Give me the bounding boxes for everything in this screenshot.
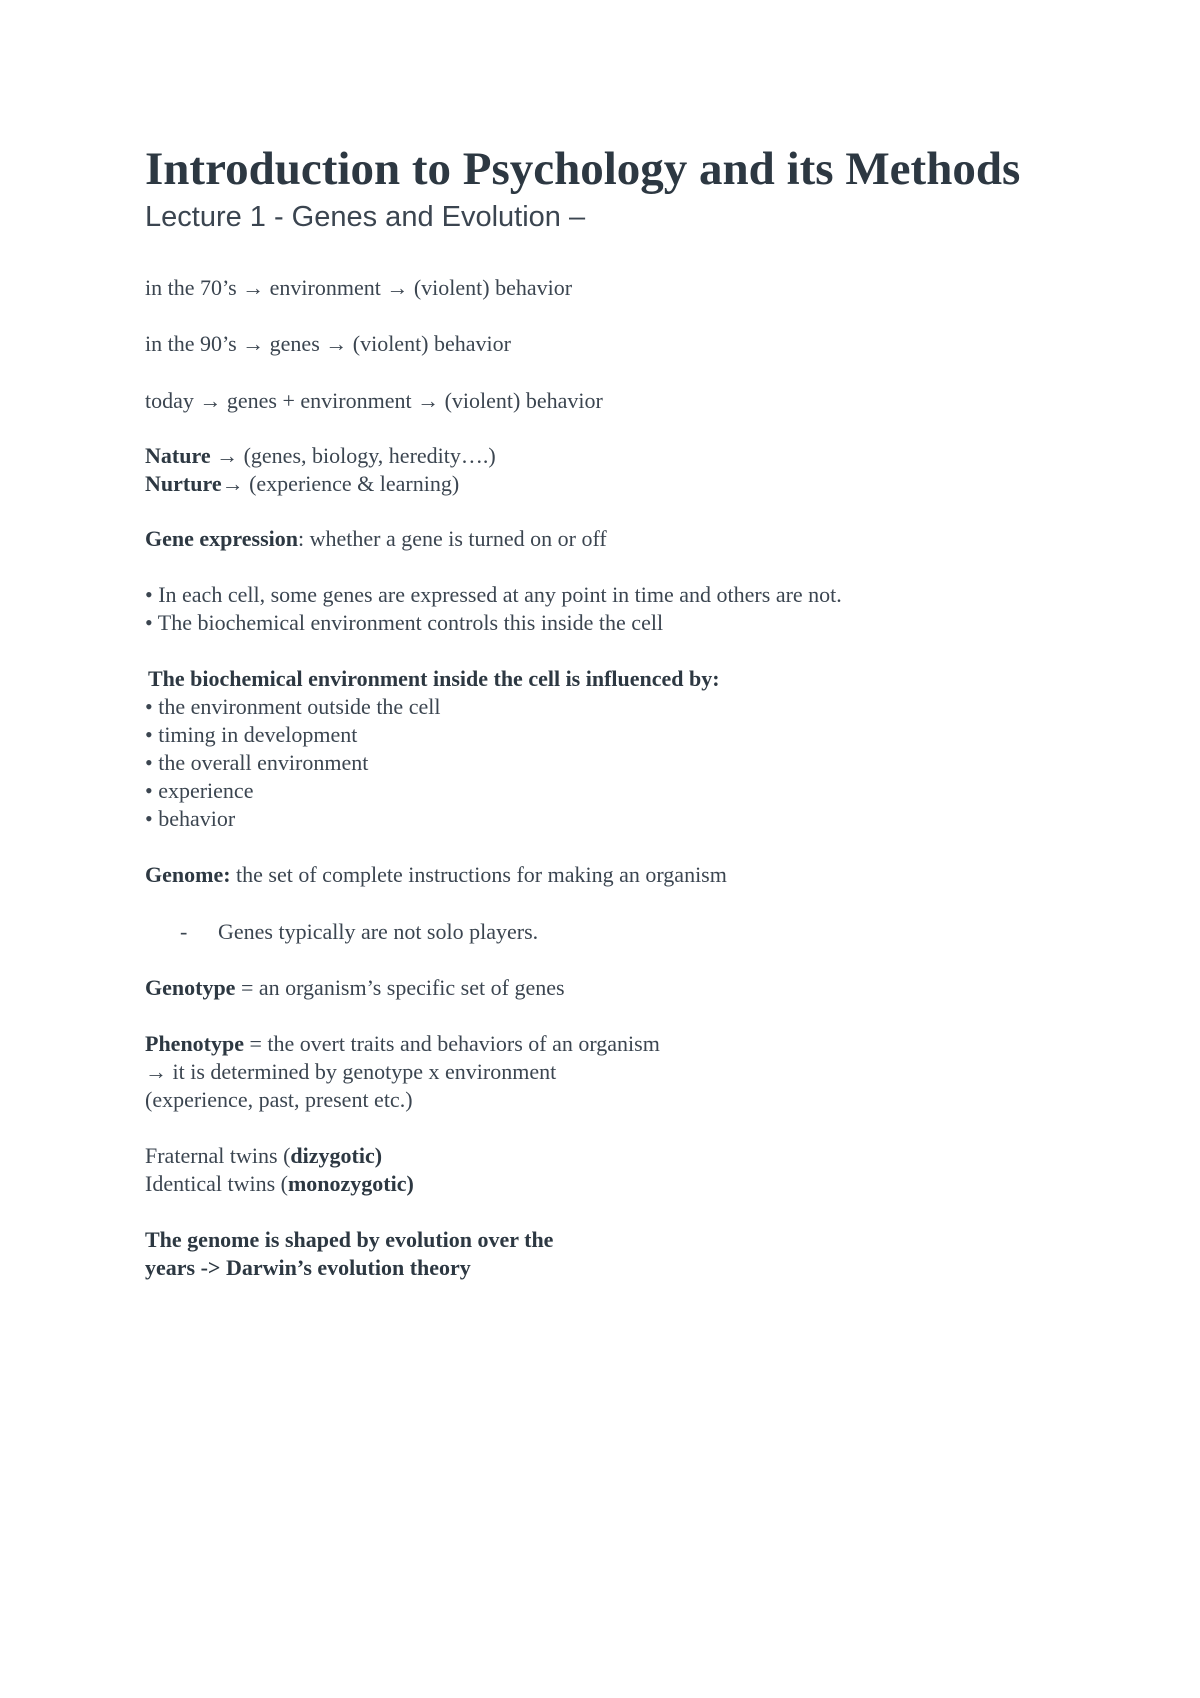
genotype-term: Genotype (145, 975, 236, 1000)
phenotype-line-3: (experience, past, present etc.) (145, 1087, 413, 1112)
nature-definition (145, 442, 496, 470)
genome-definition (145, 861, 727, 889)
identical-term: monozygotic) (287, 1171, 414, 1196)
cell-bullet: • In each cell, some genes are expressed at any point in time and others are not. (145, 582, 842, 607)
influence-bullet: • the overall environment (145, 750, 369, 775)
timeline-today: today → genes + environment → (violent) behavior (145, 388, 603, 413)
phenotype-text: = the overt traits and behaviors of an organism (244, 1031, 660, 1056)
closing-line-1: The genome is shaped by evolution over the (145, 1227, 554, 1252)
timeline-70s: in the 70’s → environment → (violent) behavior (145, 275, 573, 300)
influence-bullet: • experience (145, 778, 254, 803)
phenotype-line-2: → it is determined by genotype x environment (145, 1059, 557, 1084)
gene-expression-term: Gene expression (145, 526, 298, 551)
genotype-text: = an organism’s specific set of genes (235, 975, 565, 1000)
nurture-text: → (experience & learning) (221, 471, 460, 496)
list-dash: - (180, 919, 188, 944)
influence-heading: The biochemical environment inside the cell is influenced by: (148, 666, 720, 691)
nature-text: → (genes, biology, heredity….) (210, 443, 496, 468)
influence-bullet: • behavior (145, 806, 236, 831)
nurture-definition (145, 470, 459, 498)
nature-term: Nature (145, 443, 211, 468)
fraternal-term: dizygotic) (290, 1143, 383, 1168)
page-title: Introduction to Psychology and its Methods (145, 143, 1021, 195)
gene-expression-text: : whether a gene is turned on or off (297, 526, 607, 551)
phenotype-term: Phenotype (145, 1031, 244, 1056)
fraternal-text: Fraternal twins ( (145, 1143, 291, 1168)
genotype-definition (145, 974, 565, 1002)
influence-bullet: • the environment outside the cell (145, 694, 441, 719)
identical-twins (145, 1170, 414, 1198)
closing-line-2: years -> Darwin’s evolution theory (145, 1255, 471, 1280)
timeline-90s: in the 90’s → genes → (violent) behavior (145, 331, 511, 356)
fraternal-twins (145, 1142, 382, 1170)
identical-text: Identical twins ( (145, 1171, 288, 1196)
genome-subpoint: Genes typically are not solo players. (218, 919, 539, 944)
phenotype-definition (145, 1030, 660, 1058)
nurture-term: Nurture (145, 471, 222, 496)
genome-text: the set of complete instructions for making an organism (230, 862, 727, 887)
cell-bullet: • The biochemical environment controls this inside the cell (145, 610, 664, 635)
influence-bullet: • timing in development (145, 722, 358, 747)
gene-expression-definition (145, 525, 607, 553)
genome-term: Genome: (145, 862, 231, 887)
lecture-subtitle: Lecture 1 - Genes and Evolution – (145, 201, 586, 233)
